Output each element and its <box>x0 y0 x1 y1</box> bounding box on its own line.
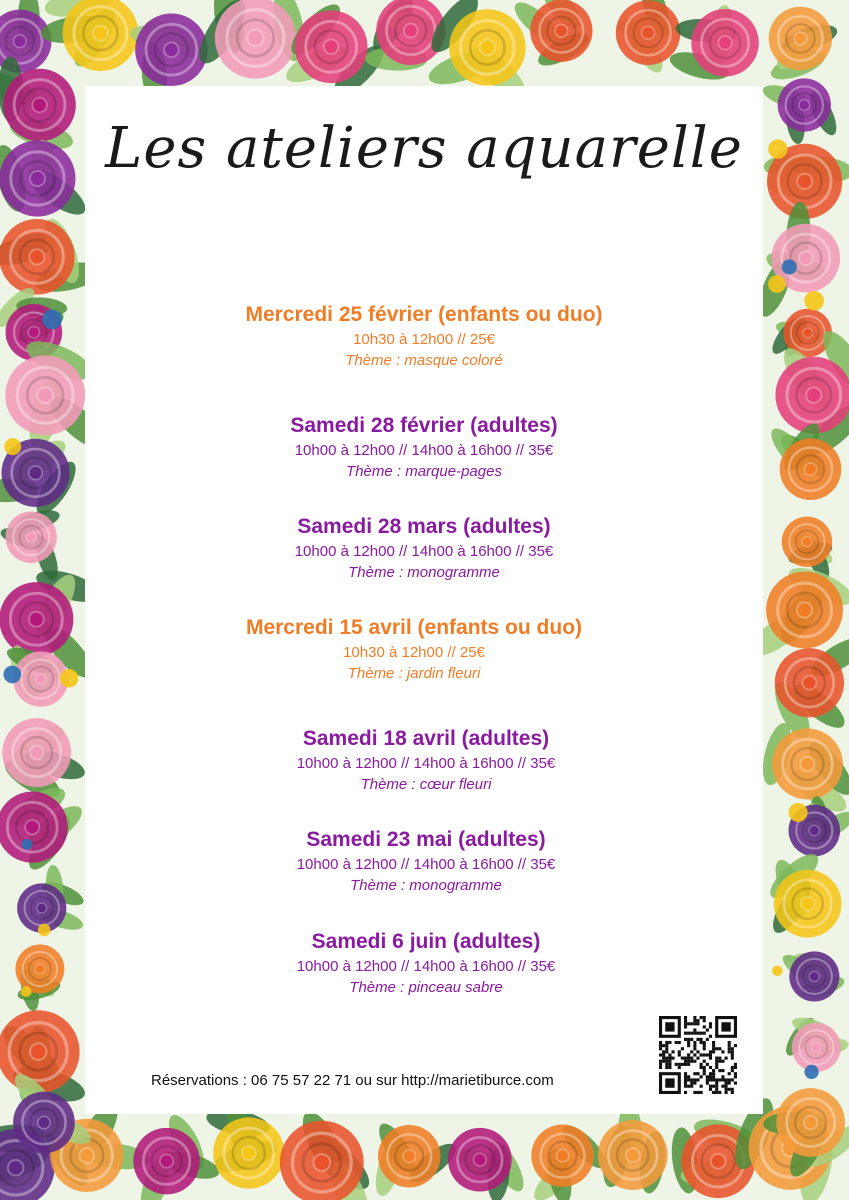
event-time: 10h30 à 12h00 // 25€ <box>343 644 485 661</box>
event-time: 10h00 à 12h00 // 14h00 à 16h00 // 35€ <box>296 958 556 975</box>
event-theme: Thème : pinceau sabre <box>349 979 503 996</box>
event-time: 10h00 à 12h00 // 14h00 à 16h00 // 35€ <box>296 755 556 772</box>
event-2 <box>224 413 624 482</box>
event-5 <box>241 726 611 795</box>
event-theme: Thème : cœur fleuri <box>360 776 492 793</box>
event-time: 10h00 à 12h00 // 14h00 à 16h00 // 35€ <box>296 856 556 873</box>
poster-panel <box>85 86 763 1114</box>
event-3 <box>224 514 624 583</box>
event-theme: Thème : masque coloré <box>345 352 503 369</box>
event-heading: Samedi 28 février (adultes) <box>290 414 558 437</box>
event-1 <box>224 302 624 371</box>
event-time: 10h00 à 12h00 // 14h00 à 16h00 // 35€ <box>294 543 554 560</box>
event-4 <box>214 615 614 684</box>
event-heading: Samedi 18 avril (adultes) <box>302 727 550 750</box>
event-theme: Thème : monogramme <box>350 877 502 894</box>
event-heading: Mercredi 25 février (enfants ou duo) <box>245 303 603 326</box>
event-heading: Samedi 28 mars (adultes) <box>297 515 551 538</box>
reservations-text: Réservations : 06 75 57 22 71 ou sur http://marietiburce.com <box>151 1072 554 1089</box>
event-heading: Samedi 6 juin (adultes) <box>311 930 541 953</box>
event-heading: Samedi 23 mai (adultes) <box>306 828 546 851</box>
event-heading: Mercredi 15 avril (enfants ou duo) <box>245 616 583 639</box>
event-time: 10h30 à 12h00 // 25€ <box>353 331 495 348</box>
event-theme: Thème : marque-pages <box>346 463 502 480</box>
event-7 <box>241 929 611 998</box>
page-title: Les ateliers aquarelle <box>105 116 743 181</box>
event-6 <box>241 827 611 896</box>
event-theme: Thème : jardin fleuri <box>347 665 481 682</box>
qr-code-icon <box>659 1016 737 1094</box>
event-time: 10h00 à 12h00 // 14h00 à 16h00 // 35€ <box>294 442 554 459</box>
event-theme: Thème : monogramme <box>348 564 500 581</box>
